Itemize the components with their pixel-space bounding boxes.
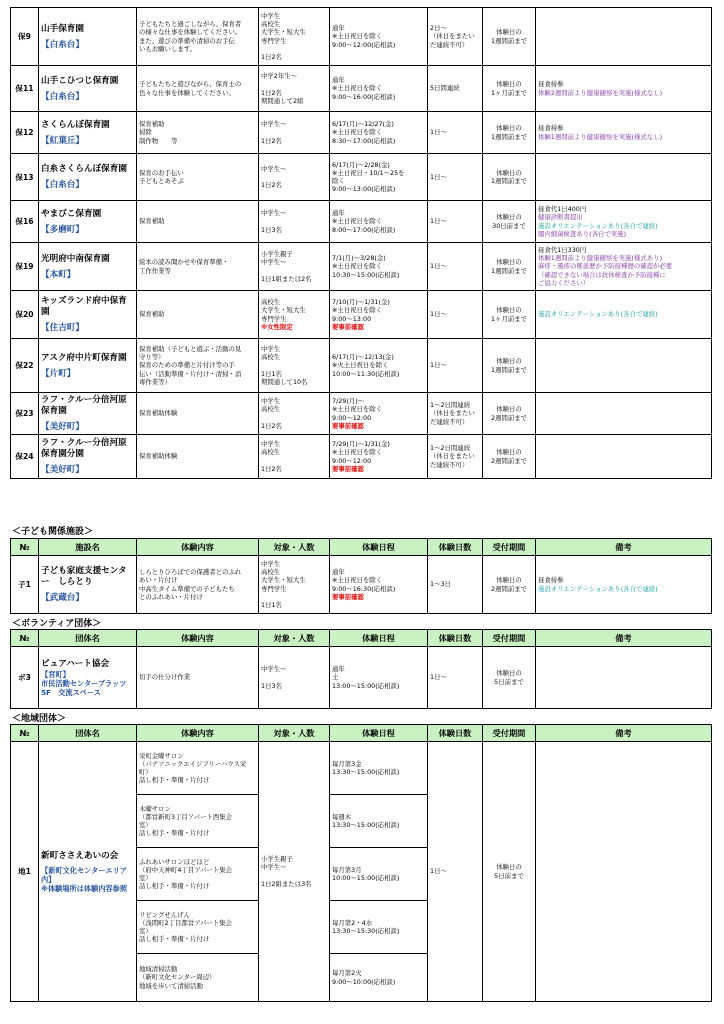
reception-period: 体験日の 1週間前まで <box>483 112 536 154</box>
target-count: 中学生 高校生 大学生・短大生 専門学生 1日2名 <box>259 8 330 66</box>
child-facility-table <box>10 538 712 614</box>
schedule-cell: 毎月第3金 13:30～15:00(応相談) <box>330 742 428 795</box>
facility-area: 【白糸台】 <box>41 91 84 102</box>
column-header: 備考 <box>536 539 712 556</box>
reception-period: 体験日の 5日前まで <box>483 647 536 709</box>
row-number: 子1 <box>11 556 39 614</box>
column-header: 体験日数 <box>428 725 483 742</box>
target-count: 中学生～ 1日2名 <box>259 112 330 154</box>
reception-period: 体験日の 2週間前まで <box>483 435 536 479</box>
notes-cell <box>536 243 712 291</box>
target-count: 中学2年生～ 1日2名 期間通して2組 <box>259 66 330 112</box>
reception-period: 体験日の 1週間前まで <box>483 8 536 66</box>
schedule-text: 6/17(月)～2/28(金) ※土日祝日・10/1～25を 除く 9:00～13:00(応相談) <box>332 160 405 194</box>
facility-area: 【紅葉丘】 <box>41 135 84 146</box>
table-row <box>11 742 712 795</box>
facility-area: 【美好町】 <box>41 465 84 475</box>
table-row <box>11 435 712 479</box>
column-header: 受付期間 <box>483 725 536 742</box>
note-line: 体験2週間前より健康観察を実施(様式なし) <box>538 88 663 97</box>
facility-cell <box>39 66 137 112</box>
reception-period: 体験日の 1ヶ月前まで <box>483 66 536 112</box>
schedule-cell <box>330 112 428 154</box>
table-row <box>11 291 712 339</box>
row-number: 保11 <box>11 66 39 112</box>
note-line: 昼食代1日330円 <box>538 246 587 255</box>
row-number: 保23 <box>11 393 39 435</box>
schedule-cell: 毎月第3月 10:00～15:00(応相談) <box>330 848 428 901</box>
days-cell: 1日～ <box>428 339 483 393</box>
experience-content: 栄町金曜サロン （パナソニックエイジフリーハウス栄 町） 話し相手・準備・片付け <box>137 742 259 795</box>
column-header: 体験内容 <box>137 725 259 742</box>
target-count: 高校生 大学生・短大生 専門学生 ※女性限定 <box>259 291 330 339</box>
schedule-text: 通年 ※土日祝日を除く 9:00～16:00(応相談) <box>332 76 396 101</box>
facility-area: 【宮町】 市民活動センタープラッツ 5F 交流スペース <box>41 669 127 697</box>
days-cell: 1～3日 <box>428 556 483 614</box>
facility-area: 【武蔵台】 <box>41 593 84 603</box>
schedule-cell <box>330 154 428 201</box>
experience-content: 保育補助 <box>137 291 259 339</box>
notes-cell <box>536 742 712 1002</box>
schedule-text: 通年 土 13:00～15:00(応相談) <box>332 665 400 690</box>
experience-content: リビングせんげん （浅間町2丁目都営アパート集会 室） 話し相手・準備・片付け <box>137 901 259 954</box>
schedule-text: 6/17(月)～12/13(金) ※火土日祝日を除く 10:00～11:30(応相談) <box>332 353 400 378</box>
note-line: 施設オリエンテーションあり(各自で連絡) <box>538 221 658 230</box>
facility-area: 【本町】 <box>41 269 76 280</box>
column-header: 対象・人数 <box>259 539 330 556</box>
schedule-cell <box>330 8 428 66</box>
column-header: 備考 <box>536 725 712 742</box>
days-cell: 5日間連続 <box>428 66 483 112</box>
days-cell: 1日～ <box>428 112 483 154</box>
schedule-cell <box>330 66 428 112</box>
section-title-child: ＜子ども関係施設＞ <box>12 527 94 537</box>
schedule-text: 通年 ※土日祝日を除く 9:00～16:30(応相談) <box>332 568 396 593</box>
facility-cell <box>39 112 137 154</box>
schedule-text: 7/29(月)～ ※土日祝日を除く 9:00～12:00 <box>332 397 383 422</box>
female-only-label: ※女性限定 <box>261 322 293 331</box>
experience-content: 絵本の読み聞かせや保育準備・ 工作作業等 <box>137 243 259 291</box>
facility-area: 【新町文化センターエリア内】 ※体験場所は体験内容参照 <box>41 865 128 893</box>
experience-content: 保育補助体験 <box>137 393 259 435</box>
schedule-text: 7/10(月)～1/31(金) ※土日祝日を除く 9:00～13:00 <box>332 298 390 323</box>
local-group-table <box>10 724 712 1002</box>
note-line: 昼食持参 <box>538 124 564 133</box>
schedule-text: 6/17(月)～12/27(金) ※土日祝日を除く 8:30～17:00(応相談) <box>332 120 396 145</box>
schedule-cell <box>330 393 428 435</box>
section-title-local: ＜地域団体＞ <box>12 714 67 724</box>
facility-name: 山手保育園 <box>41 23 84 34</box>
facility-name: 新町ささえあいの会 <box>41 850 119 861</box>
reception-period: 体験日の 1週間前まで <box>483 154 536 201</box>
target-count: 中学生 高校生 1日1名 期間通して10名 <box>259 339 330 393</box>
facility-name: さくらんぼ保育園 <box>41 119 110 130</box>
note-line: 麻疹・風疹の罹患歴か予防接種歴の確認が必要 <box>538 262 673 271</box>
reception-period: 体験日の 1週間前まで <box>483 243 536 291</box>
days-cell: 1日～ <box>428 201 483 243</box>
schedule-cell <box>330 647 428 709</box>
facility-name: 山手こひつじ保育園 <box>41 75 119 86</box>
experience-content: 保育補助体験 <box>137 435 259 479</box>
schedule-cell: 毎週木 13:30～15:00(応相談) <box>330 795 428 848</box>
row-number: 保12 <box>11 112 39 154</box>
row-number: 保24 <box>11 435 39 479</box>
table-row <box>11 393 712 435</box>
facility-cell <box>39 291 137 339</box>
note-line: 健康診断書提出 <box>538 213 583 222</box>
schedule-cell: 毎月第2火 9:00～10:00(応相談) <box>330 954 428 1002</box>
target-count: 中学生 高校生 1日2名 <box>259 435 330 479</box>
section-title-volunteer: ＜ボランティア団体＞ <box>12 619 102 629</box>
experience-content: 木曜サロン （都営新町3丁目アパート西集会 室） 話し相手・準備・片付け <box>137 795 259 848</box>
notes-cell <box>536 435 712 479</box>
notes-cell <box>536 8 712 66</box>
row-number: 保20 <box>11 291 39 339</box>
prior-confirm-label: 要事前確認 <box>332 592 364 601</box>
days-cell: 1～2日間連続 （休日をまたい だ連続不可） <box>428 393 483 435</box>
reception-period: 体験日の 5日前まで <box>483 742 536 1002</box>
column-header: 体験日程 <box>330 539 428 556</box>
notes-cell <box>536 112 712 154</box>
column-header: 体験内容 <box>137 539 259 556</box>
experience-content: しらとりひろばでの保護者とのふれ あい・片付け 中高生タイム準備での子どもたち とのふれあい・片付け <box>137 556 259 614</box>
table-header-row <box>11 725 712 742</box>
column-header: 対象・人数 <box>259 725 330 742</box>
volunteer-table <box>10 629 712 709</box>
experience-content: 地域清掃活動 （新町文化センター周辺） 地域を歩いて清掃活動 <box>137 954 259 1002</box>
schedule-cell <box>330 435 428 479</box>
column-header: 体験日数 <box>428 539 483 556</box>
schedule-cell <box>330 339 428 393</box>
column-header: 体験日程 <box>330 725 428 742</box>
experience-content: 保育のお手伝い 子どもとあそぶ <box>137 154 259 201</box>
note-line: 昼食持参 <box>538 80 564 89</box>
facility-area: 【住吉町】 <box>41 323 84 333</box>
notes-cell <box>536 201 712 243</box>
column-header: № <box>11 539 39 556</box>
note-line: 腸内細菌検査あり(各自で実施) <box>538 229 627 238</box>
facility-cell <box>39 393 137 435</box>
facility-name: 白糸さくらんぼ保育園 <box>41 164 127 174</box>
target-count: 中学生 高校生 1日2名 <box>259 393 330 435</box>
nursery-table <box>10 7 712 479</box>
facility-cell <box>39 8 137 66</box>
reception-period: 体験日の 1ヶ月前まで <box>483 291 536 339</box>
notes-cell <box>536 339 712 393</box>
reception-period: 体験日の 2週間前まで <box>483 393 536 435</box>
note-line: 昼食代1日400円 <box>538 205 587 214</box>
facility-cell <box>39 201 137 243</box>
target-count: 小学生親子 中学生～ 1日2組または3名 <box>259 742 330 1002</box>
facility-area: 【白糸台】 <box>41 180 84 190</box>
experience-content: ふれあいサロンほどほど （府中天神町4丁目アパート集会 室） 話し相手・準備・片付け <box>137 848 259 901</box>
schedule-text: 7/29(月)～1/31(金) ※土日祝日を除く 9:00～12:00 <box>332 440 390 465</box>
column-header: № <box>11 630 39 647</box>
column-header: 体験日程 <box>330 630 428 647</box>
row-number: ボ3 <box>11 647 39 709</box>
column-header: 受付期間 <box>483 539 536 556</box>
note-line: 昼食持参 <box>538 576 564 585</box>
facility-cell <box>39 742 137 1002</box>
schedule-cell: 毎月第2・4水 13:30～15:30(応相談) <box>330 901 428 954</box>
days-cell: 1～2日間連続 （休日をまたい だ連続不可） <box>428 435 483 479</box>
schedule-cell <box>330 243 428 291</box>
target-count: 中学生～ 1日3名 <box>259 201 330 243</box>
days-cell: 2日～ （休日をまたい だ連続不可） <box>428 8 483 66</box>
schedule-cell <box>330 556 428 614</box>
table-row <box>11 8 712 66</box>
days-cell: 1日～ <box>428 243 483 291</box>
facility-area: 【白糸台】 <box>41 39 84 50</box>
facility-name: 子ども家庭支援センター しらとり <box>41 566 127 587</box>
facility-name: ラフ・クルー分倍河原保育園 <box>41 395 127 416</box>
facility-cell <box>39 647 137 709</box>
prior-confirm-label: 要事前確認 <box>332 322 364 331</box>
facility-cell <box>39 556 137 614</box>
facility-name: キッズランド府中保育園 <box>41 296 127 317</box>
notes-cell <box>536 647 712 709</box>
target-count: 中学生～ 1日3名 <box>259 647 330 709</box>
reception-period: 体験日の 2週間前まで <box>483 556 536 614</box>
prior-confirm-label: 要事前確認 <box>332 421 364 430</box>
table-row <box>11 66 712 112</box>
notes-cell <box>536 393 712 435</box>
facility-name: ラフ・クルー分倍河原保育園分園 <box>41 438 127 459</box>
column-header: 体験日数 <box>428 630 483 647</box>
notes-cell <box>536 291 712 339</box>
schedule-cell <box>330 291 428 339</box>
column-header: 団体名 <box>39 725 137 742</box>
target-count: 小学生親子 中学生～ 1日1組または2名 <box>259 243 330 291</box>
facility-name: 光明府中南保育園 <box>41 253 110 264</box>
facility-cell <box>39 154 137 201</box>
days-cell: 1日～ <box>428 742 483 1002</box>
facility-cell <box>39 339 137 393</box>
experience-content: 子どもたちと過ごしながら、保育者 の様々な仕事を体験してください。 また、遊びの準備や清掃のお手伝 いもお願いします。 <box>137 8 259 66</box>
schedule-cell <box>330 201 428 243</box>
schedule-text: 通年 ※土日祝日を除く 9:00～12:00(応相談) <box>332 24 396 49</box>
facility-cell <box>39 435 137 479</box>
schedule-text: 通年 ※土日祝日を除く 8:00～17:00(応相談) <box>332 209 396 234</box>
facility-name: アスク府中片町保育園 <box>41 352 127 363</box>
column-header: 備考 <box>536 630 712 647</box>
days-cell: 1日～ <box>428 647 483 709</box>
table-row <box>11 112 712 154</box>
table-row <box>11 243 712 291</box>
note-line: 施設オリエンテーションあり(各自で連絡) <box>538 584 658 593</box>
prior-confirm-label: 要事前確認 <box>332 464 364 473</box>
experience-content: 保育補助（子どもと遊ぶ・活動の見 守り等） 保育のための準備と片付け等の手 伝い（活動準備・片付け・清掃・消 毒作業等） <box>137 339 259 393</box>
notes-cell <box>536 556 712 614</box>
schedule-text: 7/1(月)～3/28(金) ※土日祝日を除く 10:30～15:00(応相談) <box>332 254 400 279</box>
experience-content: 保育補助 掃除 制作物 等 <box>137 112 259 154</box>
note-line: 施設オリエンテーションあり(各自で連絡) <box>538 310 658 319</box>
table-row <box>11 339 712 393</box>
experience-content: 子どもたちと遊びながら、保育士の 色々な仕事を体験してください。 <box>137 66 259 112</box>
notes-cell <box>536 66 712 112</box>
row-number: 保19 <box>11 243 39 291</box>
row-number: 保16 <box>11 201 39 243</box>
row-number: 保9 <box>11 8 39 66</box>
facility-area: 【片町】 <box>41 368 76 379</box>
note-line: ご協力ください） <box>538 278 590 287</box>
target-count: 中学生 高校生 大学生・短大生 専門学生 1日1名 <box>259 556 330 614</box>
reception-period: 体験日の 1週間前まで <box>483 339 536 393</box>
days-cell: 1日～ <box>428 154 483 201</box>
experience-content: 保育補助 <box>137 201 259 243</box>
reception-period: 体験日の 30日前まで <box>483 201 536 243</box>
column-header: 団体名 <box>39 630 137 647</box>
target-count: 中学生～ 1日2名 <box>259 154 330 201</box>
row-number: 地1 <box>11 742 39 1002</box>
table-row <box>11 201 712 243</box>
row-number: 保22 <box>11 339 39 393</box>
days-cell: 1日～ <box>428 291 483 339</box>
table-row <box>11 556 712 614</box>
facility-cell <box>39 243 137 291</box>
experience-content: 切手の仕分け作業 <box>137 647 259 709</box>
column-header: 体験内容 <box>137 630 259 647</box>
table-header-row <box>11 630 712 647</box>
column-header: № <box>11 725 39 742</box>
column-header: 対象・人数 <box>259 630 330 647</box>
note-line: 体験1週間前より健康観察を実施(様式あり) <box>538 254 663 263</box>
notes-cell <box>536 154 712 201</box>
table-row <box>11 647 712 709</box>
table-header-row <box>11 539 712 556</box>
note-line: （確認できない場合は抗体検査か予防接種に <box>538 270 666 279</box>
note-line: 体験1週間前より健康観察を実施(様式なし) <box>538 132 663 141</box>
facility-area: 【美好町】 <box>41 422 84 432</box>
row-number: 保13 <box>11 154 39 201</box>
column-header: 受付期間 <box>483 630 536 647</box>
facility-name: やまびこ保育園 <box>41 208 102 219</box>
table-row <box>11 154 712 201</box>
facility-area: 【多磨町】 <box>41 224 84 235</box>
facility-name: ピュアハート協会 <box>41 658 110 669</box>
column-header: 施設名 <box>39 539 137 556</box>
